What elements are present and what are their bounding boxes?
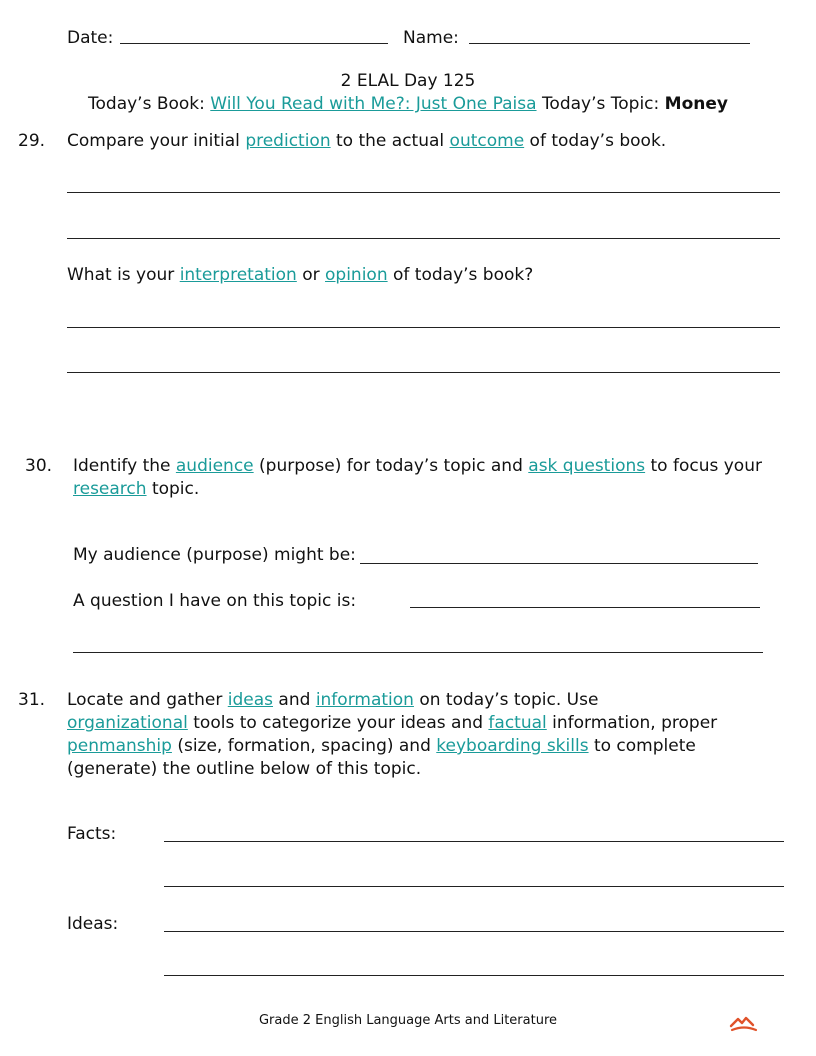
q31-number: 31. [18, 690, 46, 710]
link-interpretation[interactable]: interpretation [179, 265, 297, 285]
q29-answer-line-2[interactable] [67, 238, 780, 239]
ideas-line-1[interactable] [164, 931, 784, 932]
q30-prompt-line-1 [73, 455, 762, 478]
q29-subprompt [67, 264, 533, 287]
question-prompt: A question I have on this topic is: [73, 591, 357, 611]
link-organizational[interactable]: organizational [67, 713, 188, 733]
link-opinion[interactable]: opinion [325, 265, 388, 285]
course-day-title: 2 ELAL Day 125 [340, 71, 476, 91]
q29-number: 29. [18, 131, 46, 151]
q30-text-3: to focus your [645, 456, 762, 476]
date-label: Date: [67, 28, 114, 48]
link-ask-questions[interactable]: ask questions [528, 456, 646, 476]
book-mountain-logo-icon [729, 1014, 759, 1034]
book-topic-line [0, 93, 816, 116]
q31-text-4: tools to categorize your ideas and [187, 713, 489, 733]
q29-prompt [67, 130, 666, 153]
q30-prompt-line-2 [73, 478, 199, 501]
question-blank-continued[interactable] [73, 652, 763, 653]
link-ideas[interactable]: ideas [227, 690, 274, 710]
q31-text-1: Locate and gather [67, 690, 228, 710]
link-keyboarding-skills[interactable]: keyboarding skills [436, 736, 589, 756]
name-blank[interactable] [469, 43, 750, 44]
ideas-label: Ideas: [67, 914, 119, 934]
facts-line-1[interactable] [164, 841, 784, 842]
date-blank[interactable] [120, 43, 388, 44]
q29-text-1: Compare your initial [67, 131, 246, 151]
book-title-link[interactable]: Will You Read with Me?: Just One Paisa [210, 94, 537, 114]
q31-prompt-line-2 [67, 712, 717, 735]
facts-label: Facts: [67, 824, 117, 844]
link-outcome[interactable]: outcome [449, 131, 525, 151]
link-factual[interactable]: factual [488, 713, 547, 733]
q30-text-2: (purpose) for today’s topic and [253, 456, 529, 476]
link-information[interactable]: information [315, 690, 414, 710]
q29-sub-text-3: of today’s book? [387, 265, 534, 285]
q29-text-2: to the actual [330, 131, 450, 151]
ideas-line-2[interactable] [164, 975, 784, 976]
link-audience[interactable]: audience [175, 456, 254, 476]
q29-sub-text-2: or [296, 265, 326, 285]
topic-value: Money [664, 94, 728, 114]
q31-text-6: (size, formation, spacing) and [171, 736, 437, 756]
q29-sub-text-1: What is your [67, 265, 180, 285]
q29-text-3: of today’s book. [524, 131, 667, 151]
link-prediction[interactable]: prediction [245, 131, 331, 151]
q31-text-2: and [273, 690, 316, 710]
q29-answer-line-3[interactable] [67, 327, 780, 328]
q31-text-3: on today’s topic. Use [413, 690, 599, 710]
q29-answer-line-1[interactable] [67, 192, 780, 193]
q30-number: 30. [25, 456, 53, 476]
q29-answer-line-4[interactable] [67, 372, 780, 373]
topic-label: Today’s Topic: [541, 94, 660, 114]
link-penmanship[interactable]: penmanship [67, 736, 172, 756]
q31-text-5: information, proper [546, 713, 718, 733]
audience-prompt: My audience (purpose) might be: [73, 545, 356, 565]
q30-text-4: topic. [146, 479, 200, 499]
q31-text-7: to complete [588, 736, 696, 756]
audience-blank[interactable] [360, 563, 758, 564]
question-blank[interactable] [410, 607, 760, 608]
q31-prompt-line-1 [67, 689, 598, 712]
q31-prompt-line-4: (generate) the outline below of this topic. [67, 759, 422, 779]
name-label: Name: [403, 28, 459, 48]
link-research[interactable]: research [73, 479, 147, 499]
book-label: Today’s Book: [88, 94, 205, 114]
q31-prompt-line-3 [67, 735, 696, 758]
facts-line-2[interactable] [164, 886, 784, 887]
footer-text: Grade 2 English Language Arts and Literature [258, 1013, 558, 1028]
q30-text-1: Identify the [73, 456, 176, 476]
